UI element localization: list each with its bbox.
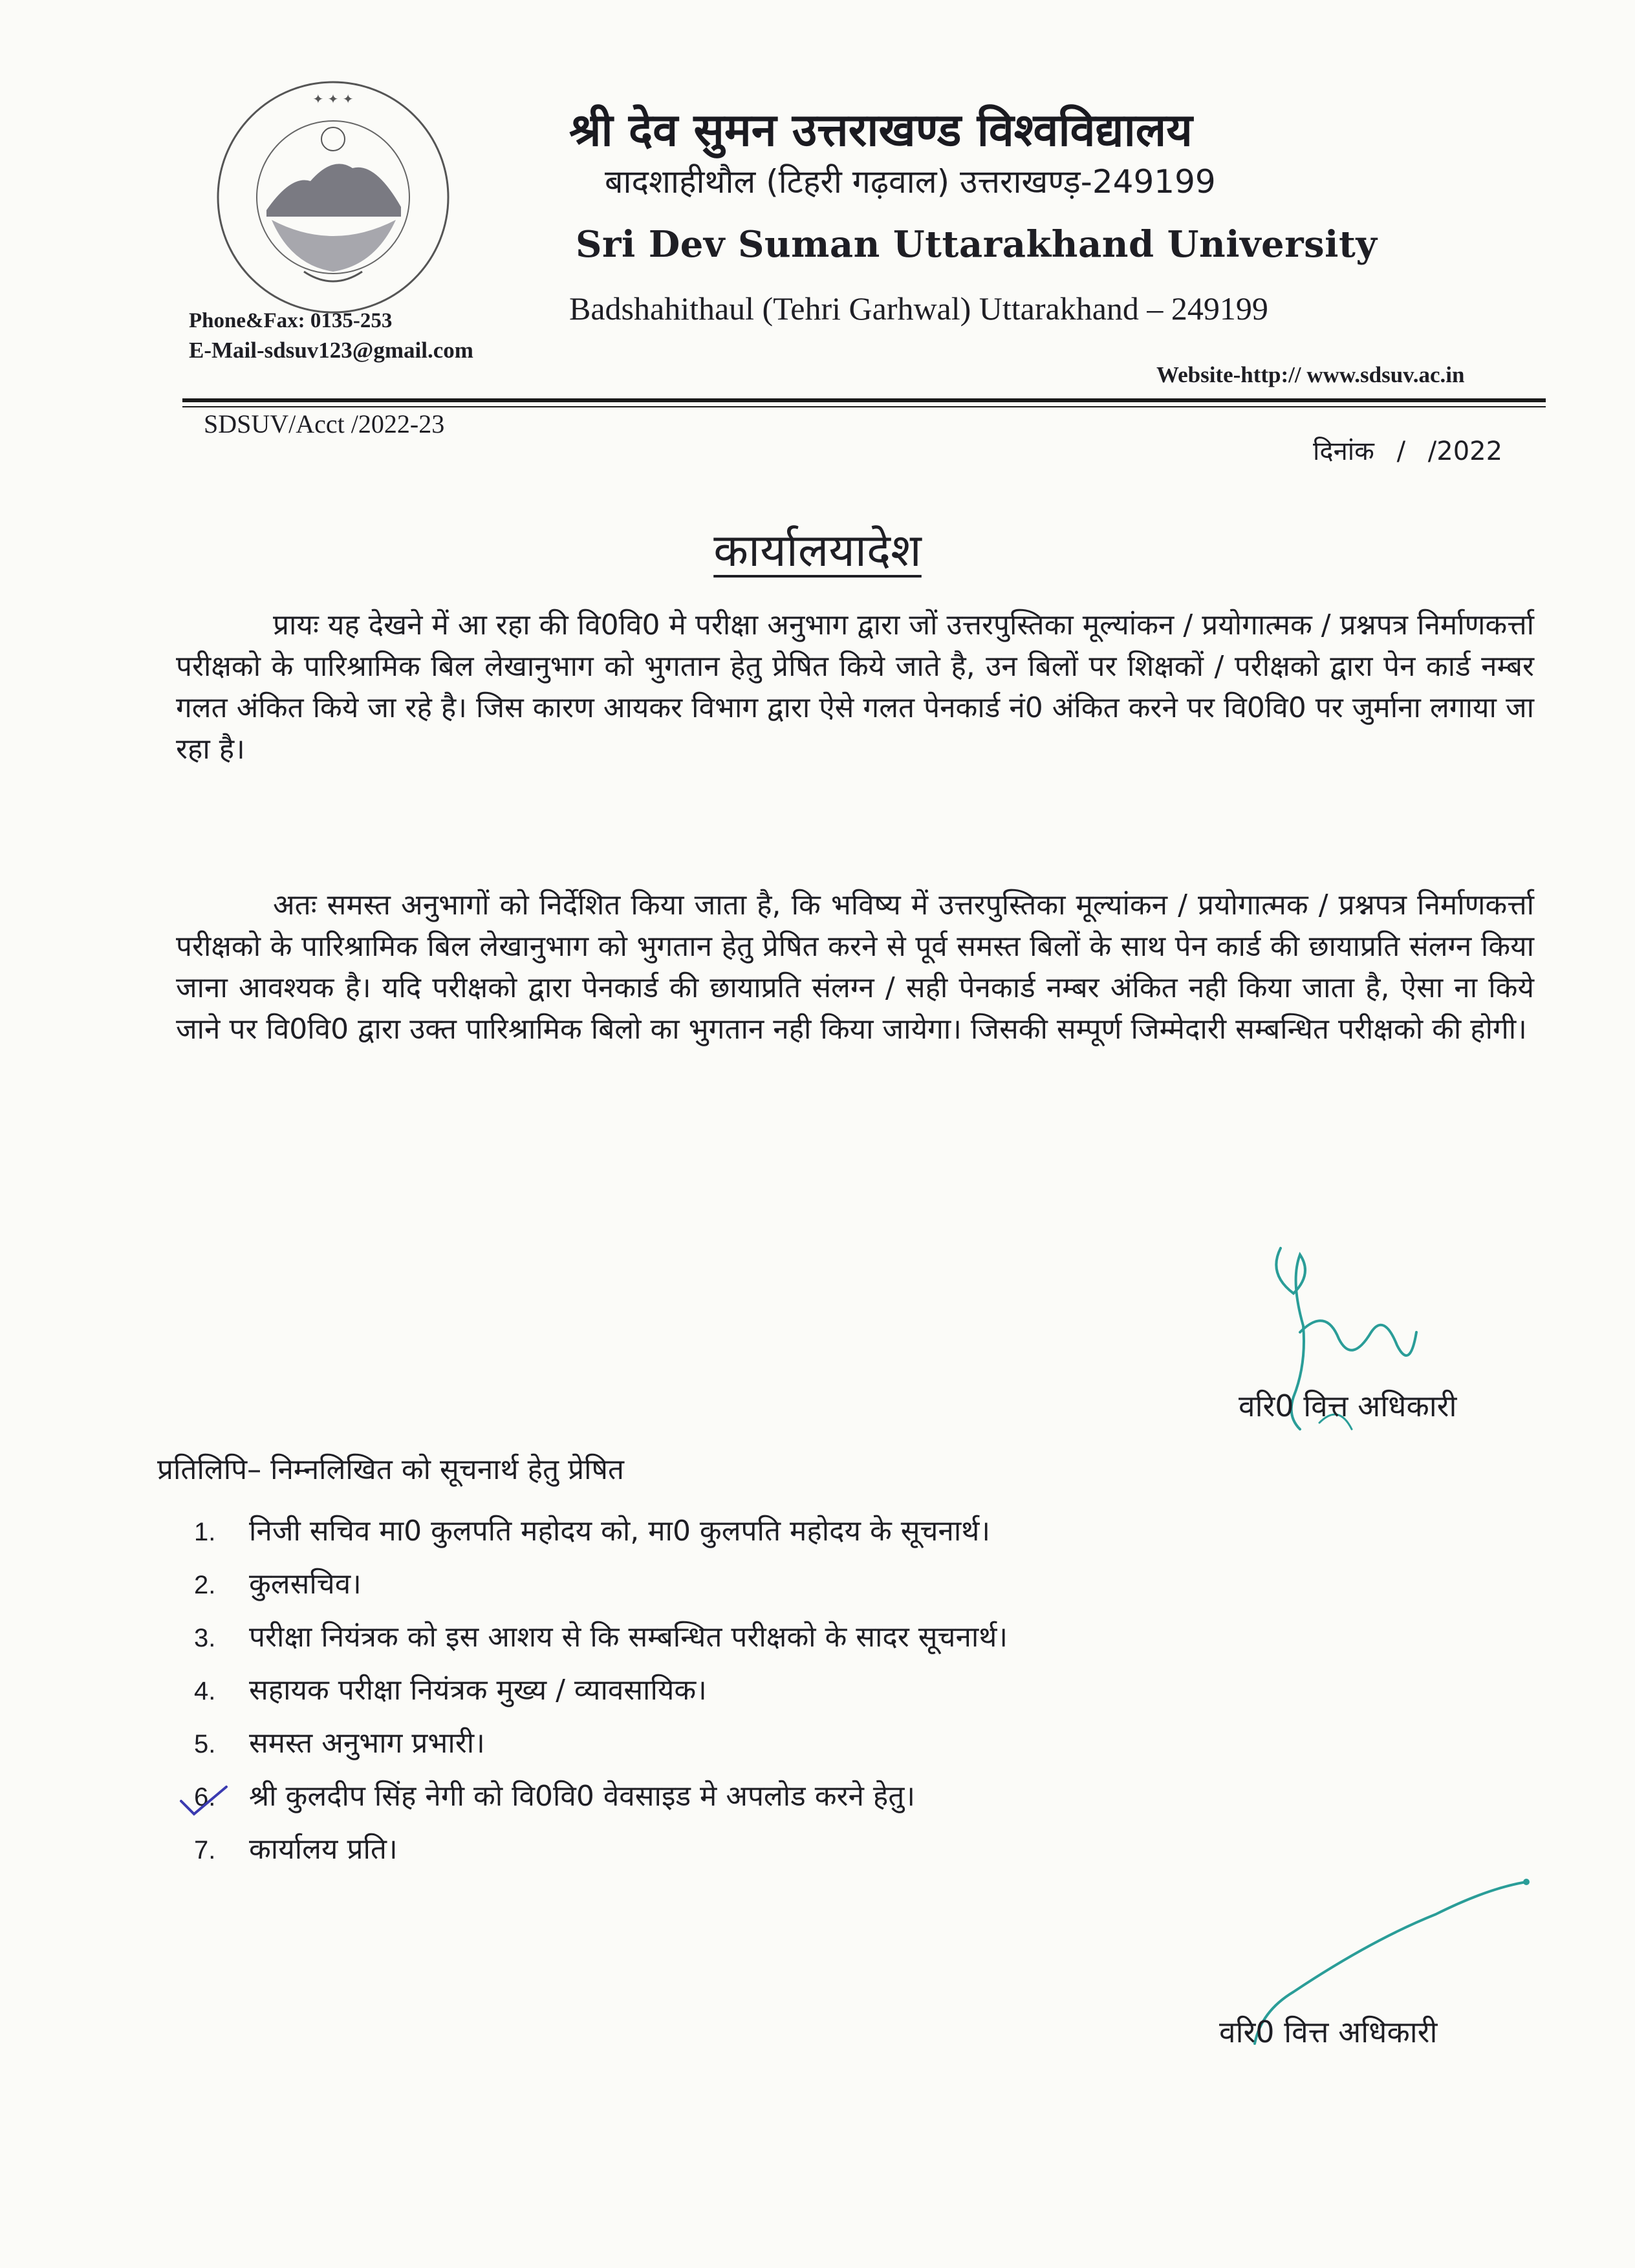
website-address: Website-http:// www.sdsuv.ac.in: [1156, 362, 1465, 387]
list-item-number: 2.: [194, 1571, 216, 1599]
order-paragraph-1: प्रायः यह देखने में आ रहा की वि0वि0 मे परीक्षा अनुभाग द्वारा जों उत्तरपुस्तिका मूल्यांकन / प्रयोगात्मक / प्रश्नपत्र निर्माणकर्त्ता परीक्षको के पारिश्रामिक बिल लेखानुभाग को भुगतान हेतु प्रेषित किये जाते है, उन बिलों पर शिक्षकों / परीक्षको द्वारा पेन कार्ड नम्बर गलत अंकित किये जा रहे है। जिस कारण आयकर विभाग द्वारा ऐसे गलत पेनकार्ड नं0 अंकित करने पर वि0वि0 पर जुर्माना लगाया जा रहा है।: [176, 609, 1534, 766]
checkmark-icon: [178, 1782, 230, 1820]
header-divider-thick: [182, 398, 1546, 402]
list-item: [194, 1510, 1008, 1563]
university-address-hindi: बादशाहीथौल (टिहरी गढ़वाल) उत्तराखण्ड़-249199: [605, 163, 1216, 200]
copy-to-heading: प्रतिलिपि– निम्नलिखित को सूचनार्थ हेतु प्रेषित: [157, 1453, 625, 1486]
list-item: [194, 1563, 1008, 1616]
university-address-english: Badshahithaul (Tehri Garhwal) Uttarakhand – 249199: [569, 290, 1268, 327]
list-item-number: 3.: [194, 1624, 216, 1652]
signatory-designation-1: वरि0 वित्त अधिकारी: [1239, 1388, 1457, 1423]
list-item: [194, 1669, 1008, 1722]
university-name-english: Sri Dev Suman Uttarakhand University: [576, 223, 1378, 266]
list-item-text: सहायक परीक्षा नियंत्रक मुख्य / व्यावसायिक।: [249, 1674, 707, 1707]
list-item-text: कार्यालय प्रति।: [249, 1833, 398, 1866]
list-item-number: 4.: [194, 1677, 216, 1705]
list-item: [194, 1616, 1008, 1669]
list-item-text: परीक्षा नियंत्रक को इस आशय से कि सम्बन्धित परीक्षको के सादर सूचनार्थ।: [249, 1621, 1008, 1654]
list-item-text: श्री कुलदीप सिंह नेगी को वि0वि0 वेवसाइड मे अपलोड करने हेतु।: [249, 1780, 916, 1813]
phone-fax: Phone&Fax: 0135-253: [189, 309, 393, 332]
list-item-text: कुलसचिव।: [249, 1568, 362, 1601]
document-date: दिनांक / /2022: [1313, 437, 1503, 466]
svg-text:✦ ✦ ✦: ✦ ✦ ✦: [312, 91, 354, 107]
reference-number: SDSUV/Acct /2022-23: [204, 409, 445, 438]
list-item-number: 7.: [194, 1836, 216, 1864]
header-divider-thin: [182, 406, 1546, 407]
list-item: [194, 1775, 1008, 1828]
university-logo-seal: [213, 78, 453, 317]
list-item: [194, 1828, 1008, 1881]
copy-to-list: [194, 1510, 1008, 1881]
list-item: [194, 1722, 1008, 1775]
university-name-hindi: श्री देव सुमन उत्तराखण्ड विश्वविद्यालय: [569, 103, 1193, 157]
email-address: E-Mail-sdsuv123@gmail.com: [189, 338, 473, 363]
list-item-number: 1.: [194, 1518, 216, 1546]
office-order-title: कार्यालयादेश: [713, 524, 922, 577]
list-item-number: 6.: [194, 1783, 216, 1811]
list-item-text: समस्त अनुभाग प्रभारी।: [249, 1727, 485, 1760]
signatory-designation-2: वरि0 वित्त अधिकारी: [1219, 2014, 1438, 2049]
office-order-heading: [0, 517, 1635, 579]
list-item-text: निजी सचिव मा0 कुलपति महोदय को, मा0 कुलपति महोदय के सूचनार्थ।: [249, 1515, 991, 1548]
list-item-number: 5.: [194, 1730, 216, 1758]
order-paragraph-2: अतः समस्त अनुभागों को निर्देशित किया जाता है, कि भविष्य में उत्तरपुस्तिका मूल्यांकन / प्रयोगात्मक / प्रश्नपत्र निर्माणकर्त्ता परीक्षको के पारिश्रामिक बिल लेखानुभाग को भुगतान हेतु प्रेषित करने से पूर्व समस्त बिलों के साथ पेन कार्ड की छायाप्रति संलग्न किया जाना आवश्यक है। यदि परीक्षको द्वारा पेनकार्ड की छायाप्रति संलग्न / सही पेनकार्ड नम्बर अंकित नही किया जाता है, ऐसा ना किये जाने पर वि0वि0 द्वारा उक्त पारिश्रामिक बिलो का भुगतान नही किया जायेगा। जिसकी सम्पूर्ण जिम्मेदारी सम्बन्धित परीक्षको की होगी।: [176, 889, 1534, 1046]
